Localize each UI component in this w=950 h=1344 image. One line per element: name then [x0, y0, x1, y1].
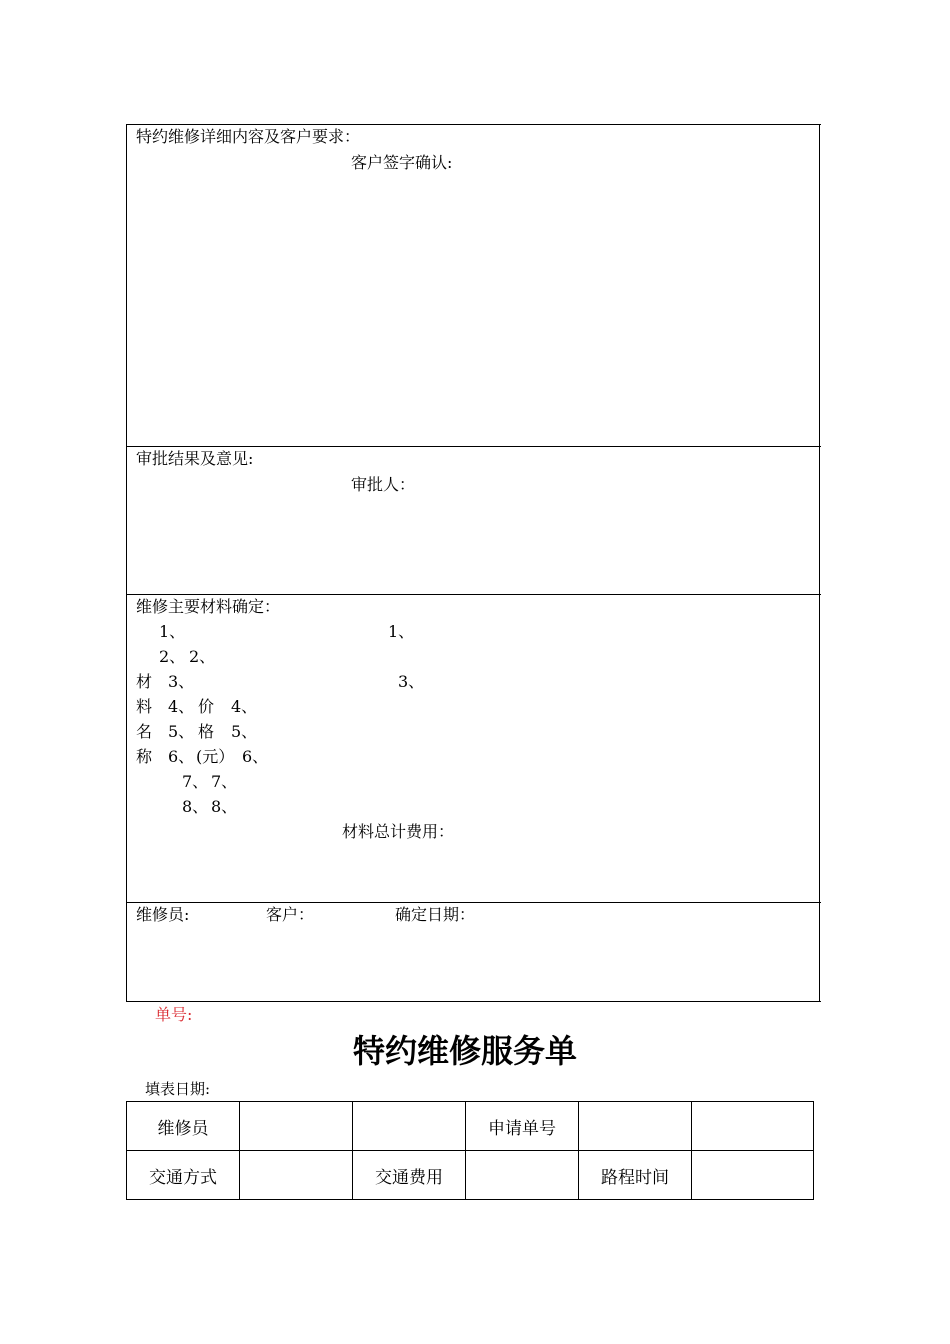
table-cell-blank[interactable] [692, 1102, 814, 1151]
material-name-row-4: 4、 [168, 697, 195, 716]
order-number-label: 单号: [155, 1005, 193, 1024]
material-price-header-char-2: 格 [198, 722, 215, 741]
table-cell-request-no-label: 申请单号 [466, 1102, 579, 1151]
material-price-row-7: 7、 [211, 772, 238, 791]
section-divider-2 [126, 594, 821, 595]
section-divider-1 [126, 446, 821, 447]
material-name-row-5: 5、 [168, 722, 195, 741]
fill-date-label: 填表日期: [145, 1080, 211, 1098]
material-price-row-3: 3、 [398, 672, 425, 691]
table-cell-blank[interactable] [353, 1102, 466, 1151]
materials-total-label: 材料总计费用： [342, 822, 455, 841]
table-cell-request-no-value[interactable] [579, 1102, 692, 1151]
table-cell-travel-time-label: 路程时间 [579, 1151, 692, 1200]
table-cell-transport-cost-label: 交通费用 [353, 1151, 466, 1200]
material-name-row-2: 2、 [159, 647, 186, 666]
material-price-row-5: 5、 [231, 722, 258, 741]
material-name-header-char-2: 料 [136, 697, 153, 716]
material-name-header-char-4: 称 [136, 747, 153, 766]
confirm-date-label: 确定日期： [395, 905, 476, 924]
customer-signature-label: 客户签字确认: [351, 153, 453, 172]
approver-label: 审批人： [351, 475, 416, 494]
approval-label: 审批结果及意见: [136, 449, 254, 468]
material-price-header-unit: (元） [196, 747, 235, 766]
material-name-row-1: 1、 [159, 622, 186, 641]
material-price-row-4: 4、 [231, 697, 258, 716]
materials-label: 维修主要材料确定： [136, 597, 281, 616]
technician-label: 维修员: [136, 905, 190, 924]
table-cell-transport-label: 交通方式 [127, 1151, 240, 1200]
material-price-row-8: 8、 [211, 797, 238, 816]
form-title: 特约维修服务单 [353, 1032, 578, 1070]
material-price-row-1: 1、 [388, 622, 415, 641]
material-name-header-char-3: 名 [136, 722, 153, 741]
material-name-header-char-1: 材 [136, 672, 153, 691]
material-price-row-2: 2、 [189, 647, 216, 666]
material-name-row-6: 6、 [168, 747, 195, 766]
details-label: 特约维修详细内容及客户要求： [136, 127, 361, 146]
material-name-row-7: 7、 [182, 772, 209, 791]
material-name-row-3: 3、 [168, 672, 195, 691]
table-cell-transport-cost-value[interactable] [466, 1151, 579, 1200]
table-cell-technician-label: 维修员 [127, 1102, 240, 1151]
frame-top-border [126, 124, 821, 125]
material-price-row-6: 6、 [242, 747, 269, 766]
material-price-header-char-1: 价 [198, 697, 215, 716]
table-cell-travel-time-value[interactable] [692, 1151, 814, 1200]
section-divider-3 [126, 902, 821, 903]
customer-label: 客户： [266, 905, 315, 924]
frame-bottom-border [126, 1001, 821, 1002]
material-name-row-8: 8、 [182, 797, 209, 816]
table-cell-technician-value[interactable] [240, 1102, 353, 1151]
table-cell-transport-value[interactable] [240, 1151, 353, 1200]
table-row [127, 1151, 814, 1200]
upper-form-frame [126, 124, 820, 1002]
table-row [127, 1102, 814, 1151]
service-info-table [126, 1101, 814, 1200]
